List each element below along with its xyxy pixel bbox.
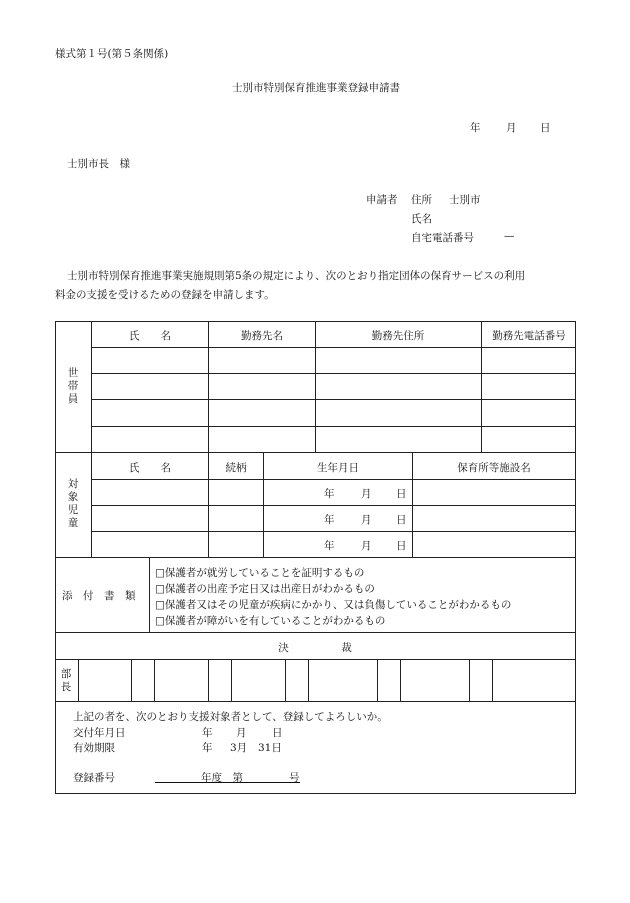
dob-month: 月 bbox=[361, 540, 372, 552]
dob-year: 年 bbox=[324, 514, 335, 526]
attachment-item-employment: □保護者が就労していることを証明するもの bbox=[155, 567, 365, 579]
phone-dash: — bbox=[504, 230, 515, 242]
household-header-workplace: 勤務先名 bbox=[241, 330, 283, 342]
addressee: 士別市長 様 bbox=[67, 158, 130, 170]
issue-date-year: 年 bbox=[202, 727, 213, 739]
dob-month: 月 bbox=[361, 514, 372, 526]
dob-year: 年 bbox=[324, 488, 335, 500]
name-label: 氏名 bbox=[411, 213, 432, 225]
applicant-label: 申請者 bbox=[366, 194, 398, 206]
intro-line-1: 士別市特別保育推進事業実施規則第5条の規定により、次のとおり指定団体の保育サービスの利用 bbox=[67, 270, 526, 282]
date-month: 月 bbox=[506, 122, 517, 134]
issue-date-month: 月 bbox=[236, 727, 247, 739]
registration-year-blank bbox=[155, 770, 201, 783]
dob-day: 日 bbox=[396, 488, 407, 500]
address-value: 士別市 bbox=[449, 194, 481, 206]
dob-day: 日 bbox=[396, 514, 407, 526]
dob-month: 月 bbox=[361, 488, 372, 500]
children-header-birthdate: 生年月日 bbox=[317, 462, 359, 474]
validity-month: 3月 bbox=[230, 742, 248, 754]
registration-number-mid: 年度 第 bbox=[201, 772, 243, 784]
dob-day: 日 bbox=[396, 540, 407, 552]
children-header-relation: 続柄 bbox=[225, 462, 247, 474]
form-number: 様式第１号(第５条関係) bbox=[55, 48, 169, 60]
registration-number-label: 登録番号 bbox=[73, 772, 115, 784]
registration-number-field bbox=[155, 770, 300, 783]
address-label: 住所 bbox=[411, 194, 432, 206]
attachment-item-illness: □保護者又はその児童が疾病にかかり、又は負傷していることがわかるもの bbox=[155, 599, 512, 611]
attachments-label: 添 付 書 類 bbox=[62, 590, 136, 602]
issue-date-day: 日 bbox=[272, 727, 283, 739]
intro-line-2: 料金の支援を受けるための登録を申請します。 bbox=[55, 289, 275, 301]
approval-header: 決 裁 bbox=[278, 642, 352, 654]
validity-label: 有効期限 bbox=[73, 742, 115, 754]
date-year: 年 bbox=[470, 122, 481, 134]
validity-day: 31日 bbox=[258, 742, 282, 754]
decision-statement: 上記の者を、次のとおり支援対象者として、登録してよろしいか。 bbox=[73, 711, 388, 723]
validity-year: 年 bbox=[202, 742, 213, 754]
phone-label: 自宅電話番号 bbox=[411, 232, 474, 244]
document-title: 士別市特別保育推進事業登録申請書 bbox=[232, 82, 400, 94]
manager-label: 部長 bbox=[60, 668, 72, 693]
children-section-label: 対象児童 bbox=[67, 478, 79, 529]
household-section-label: 世帯員 bbox=[67, 367, 79, 405]
attachment-item-childbirth: □保護者の出産予定日又は出産日がわかるもの bbox=[155, 583, 375, 595]
children-header-facility: 保育所等施設名 bbox=[457, 462, 531, 474]
registration-number-end: 号 bbox=[289, 772, 300, 784]
household-header-work-phone: 勤務先電話番号 bbox=[492, 330, 566, 342]
issue-date-label: 交付年月日 bbox=[73, 727, 126, 739]
registration-number-blank bbox=[243, 770, 289, 783]
attachment-item-disability: □保護者が障がいを有していることがわかるもの bbox=[155, 615, 386, 627]
household-header-work-address: 勤務先住所 bbox=[371, 330, 425, 342]
date-day: 日 bbox=[540, 122, 551, 134]
children-header-name: 氏 名 bbox=[129, 462, 171, 474]
household-header-name: 氏 名 bbox=[129, 330, 171, 342]
dob-year: 年 bbox=[324, 540, 335, 552]
